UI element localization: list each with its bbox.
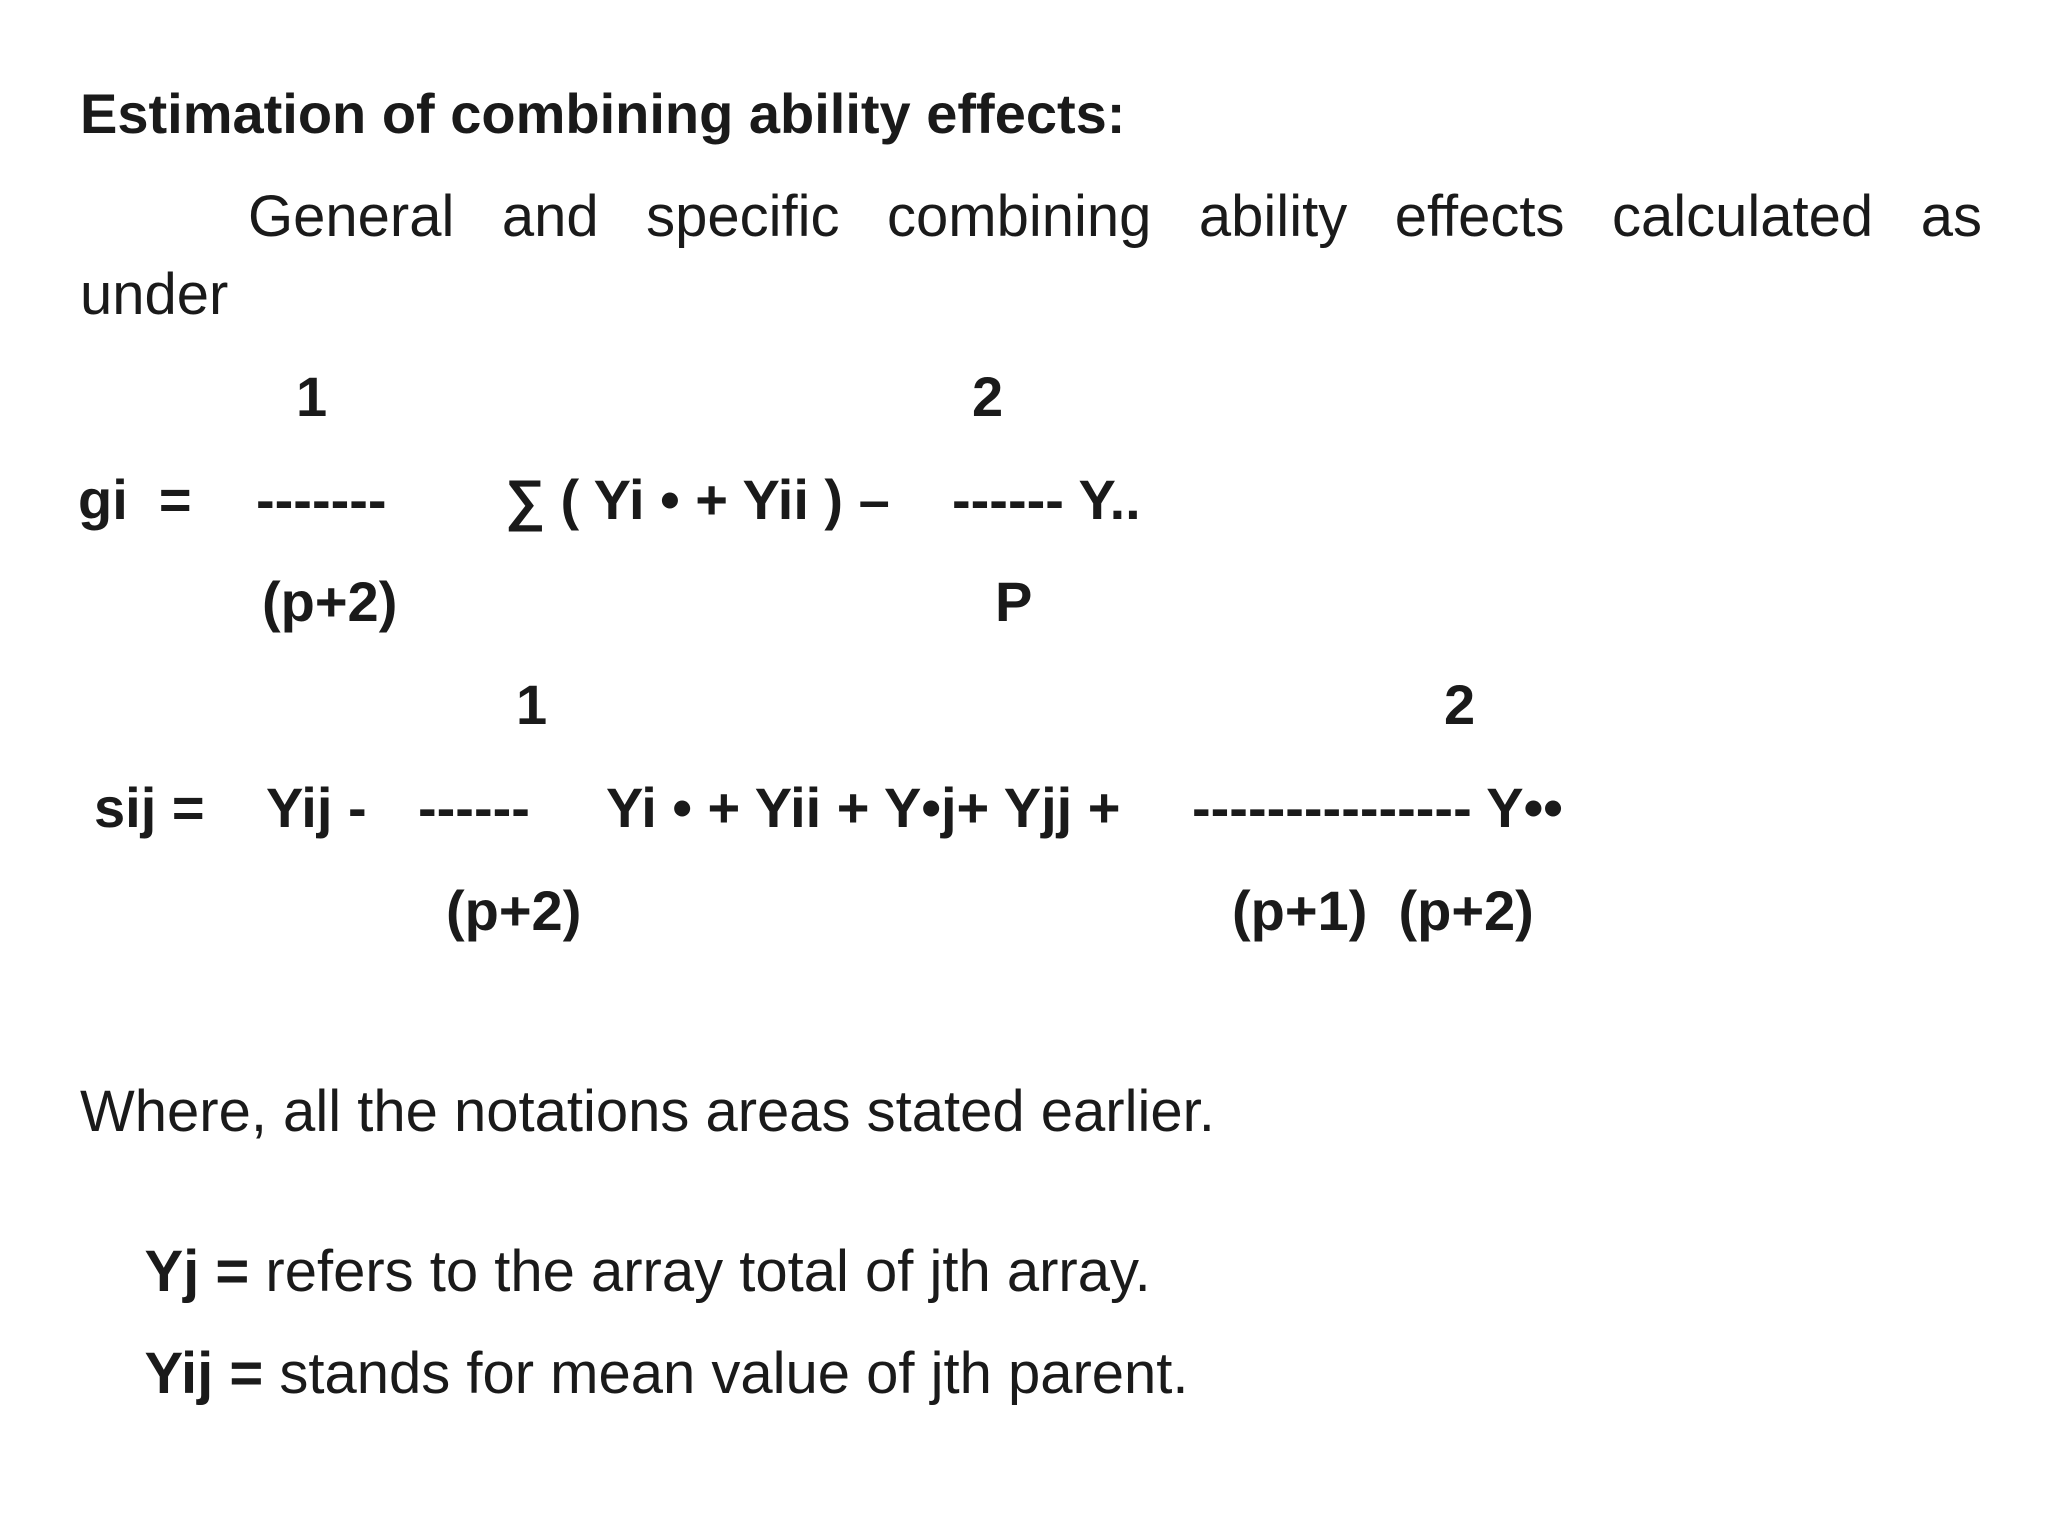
gi-denominator-1: (p+2)	[262, 570, 398, 633]
definition-yij	[80, 1287, 1189, 1461]
gi-fraction-bar-1: -------	[256, 468, 387, 531]
definition-text: stands for mean value of jth parent.	[263, 1341, 1189, 1406]
definition-label: Yij =	[144, 1341, 264, 1406]
definition-label: Yj =	[144, 1239, 250, 1304]
sij-denominator-1: (p+2)	[446, 879, 582, 942]
gi-numerator-2: 2	[972, 365, 1004, 428]
sij-numerator-1: 1	[516, 673, 548, 736]
gi-numerator-1: 1	[296, 365, 328, 428]
intro-paragraph-line-1	[248, 184, 1982, 249]
intro-word: as	[1920, 184, 1982, 249]
intro-word: effects	[1394, 184, 1565, 249]
sij-yij-term: Yij -	[266, 776, 367, 839]
sij-lhs: sij =	[94, 776, 205, 839]
sij-numerator-2: 2	[1444, 673, 1476, 736]
sij-fraction-bar-2: --------------- Y••	[1192, 776, 1563, 839]
slide-heading: Estimation of combining ability effects:	[80, 82, 1126, 145]
intro-word: General	[248, 184, 455, 249]
sij-fraction-bar-1: ------	[418, 776, 530, 839]
notation-note: Where, all the notations areas stated earlier.	[80, 1079, 1215, 1144]
sij-sum-term: Yi • + Yii + Y•j+ Yjj +	[606, 776, 1121, 839]
sij-denominator-2: (p+1) (p+2)	[1232, 879, 1534, 942]
definition-text: refers to the array total of jth array.	[249, 1239, 1151, 1304]
gi-fraction-bar-2: ------ Y..	[952, 468, 1141, 531]
gi-summation-term: ∑ ( Yi • + Yii ) –	[505, 468, 890, 531]
gi-lhs: gi =	[78, 468, 192, 531]
intro-word: and	[501, 184, 599, 249]
intro-word: calculated	[1612, 184, 1874, 249]
gi-denominator-2: P	[995, 570, 1033, 633]
intro-word: specific	[646, 184, 840, 249]
intro-paragraph-line-2: under	[80, 262, 229, 327]
intro-word: ability	[1198, 184, 1348, 249]
intro-word: combining	[887, 184, 1152, 249]
